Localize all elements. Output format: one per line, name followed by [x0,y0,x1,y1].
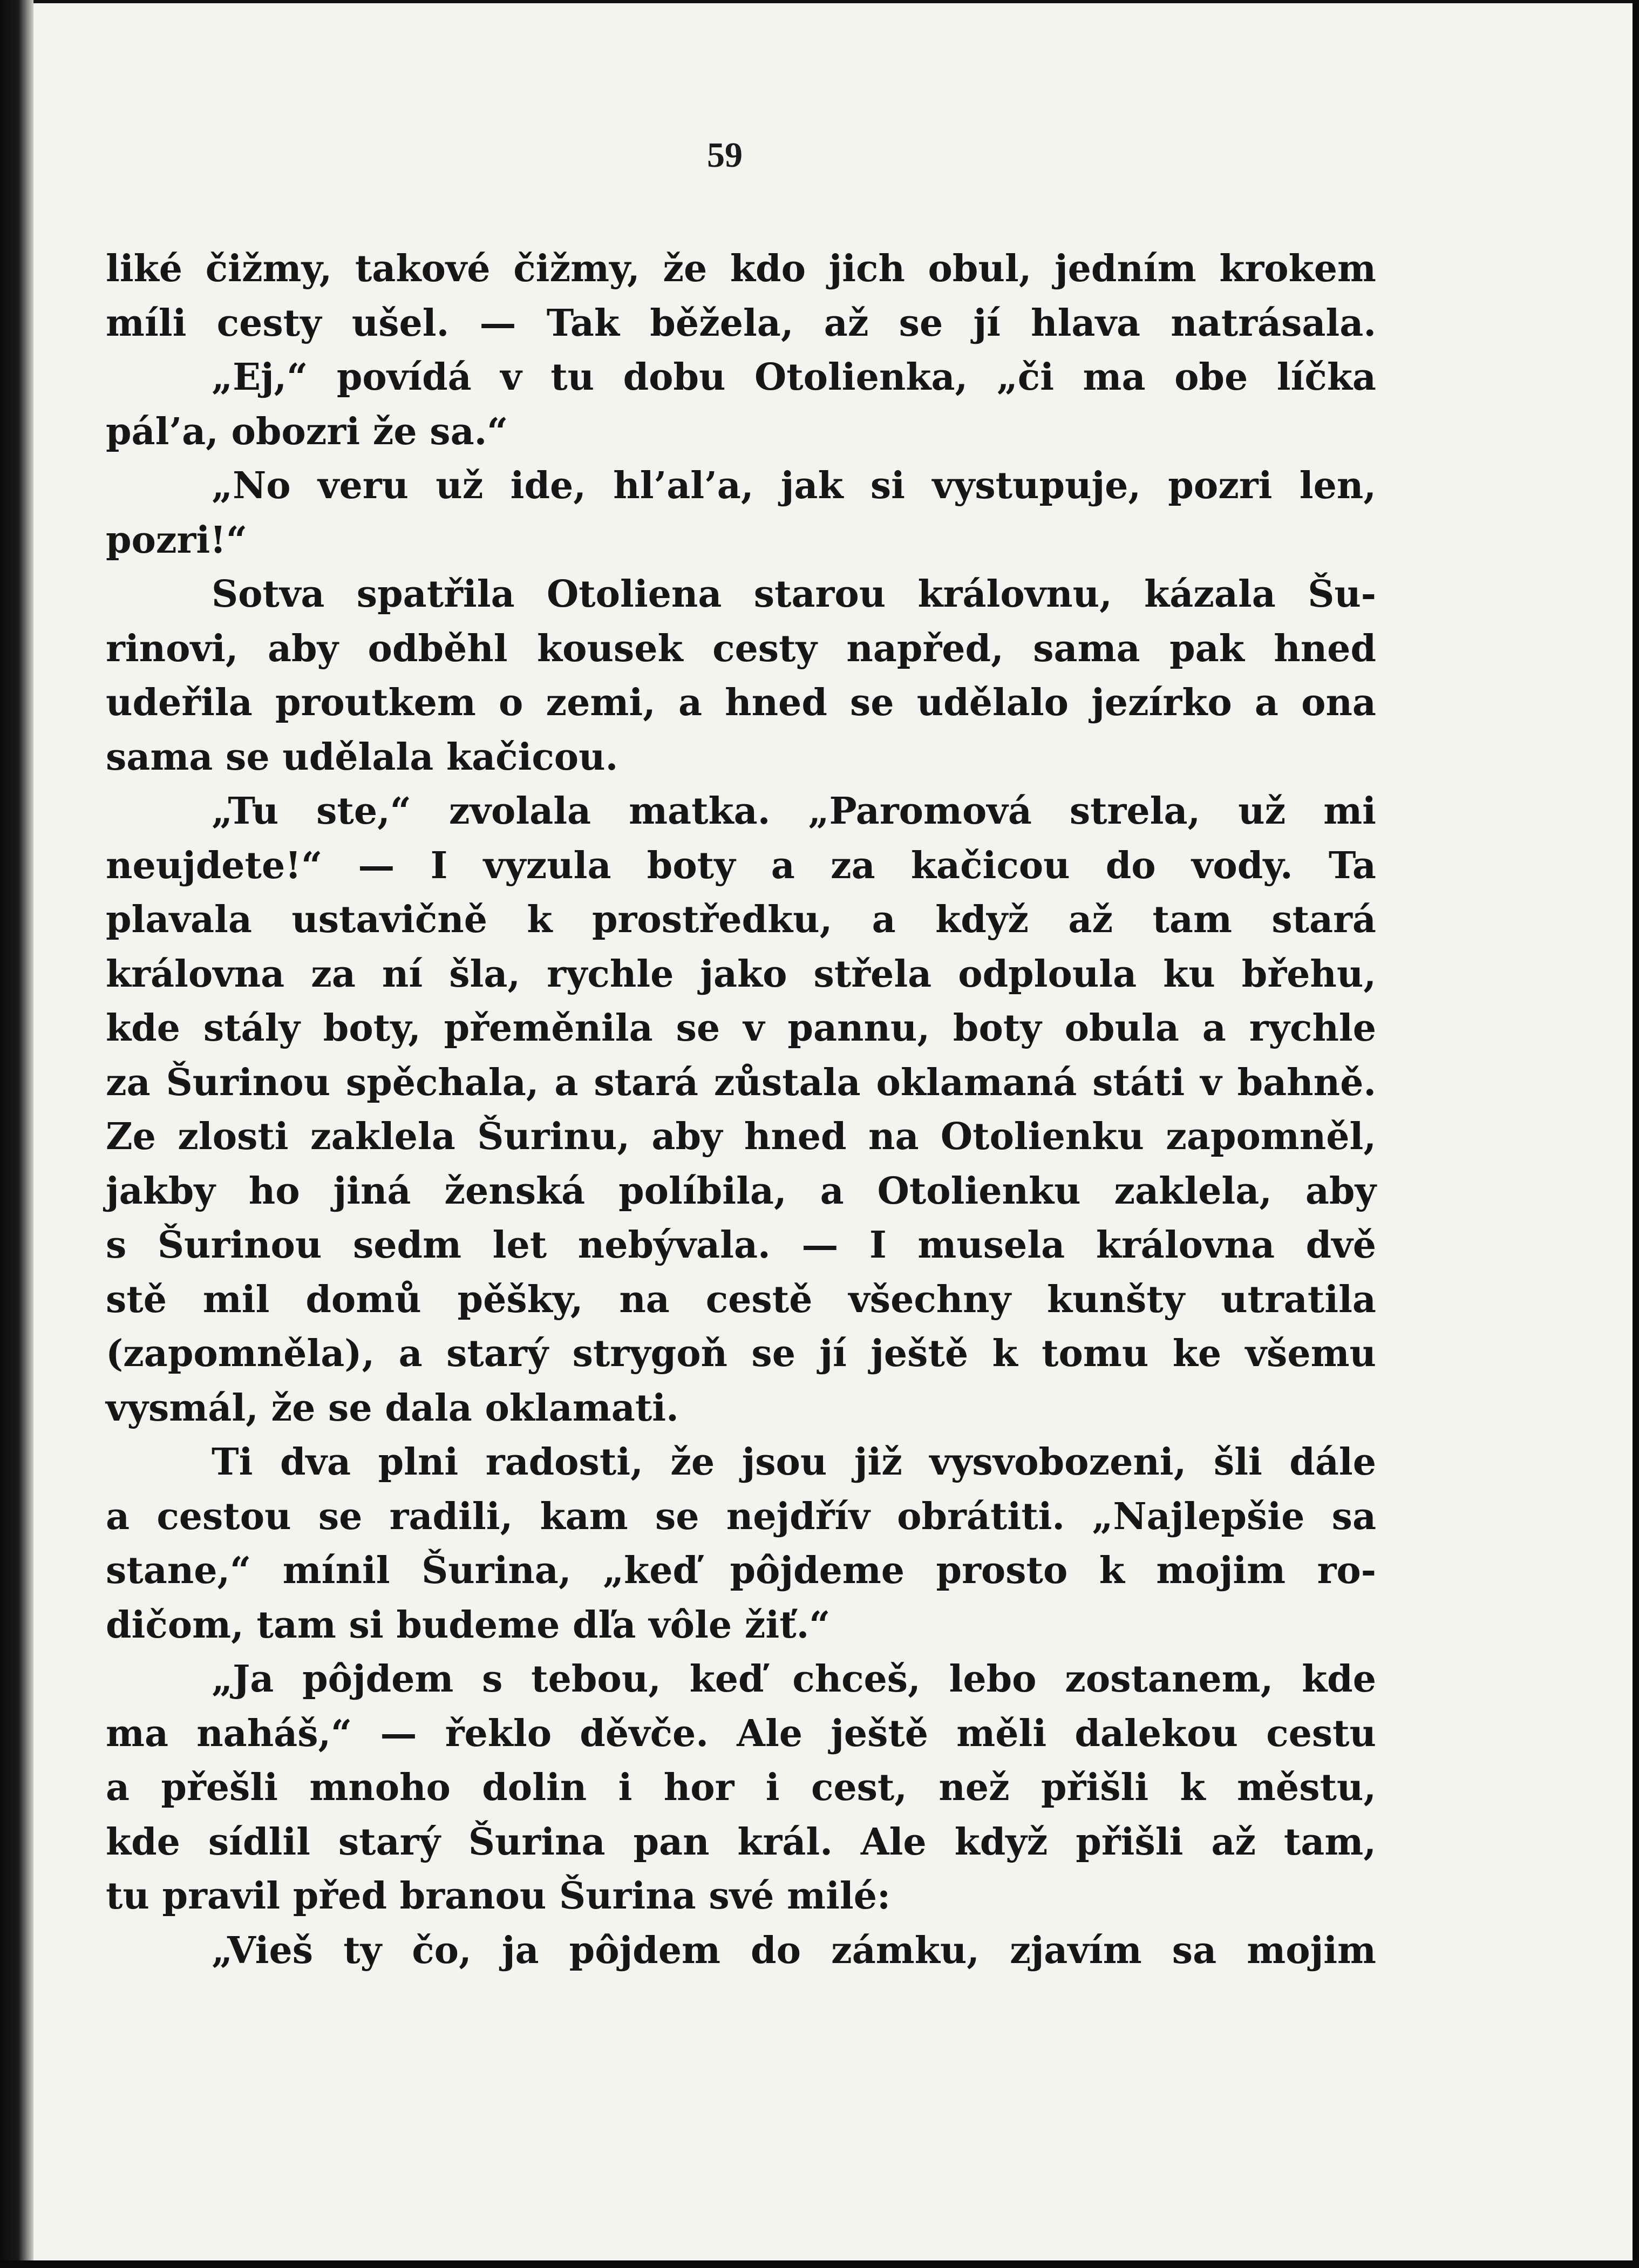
text-line: tu pravil před branou Šurina své milé: [106,1875,891,1918]
text-line: „Vieš ty čo, ja pôjdem do zámku, zjavím sa mojim [212,1929,1376,1972]
scan-right-edge [1633,0,1639,2268]
text-line: neujdete!“ — I vyzula boty a za kačicou do vody. Ta [106,844,1376,887]
text-line: „Ja pôjdem s tebou, keď chceš, lebo zostanem, kde [212,1658,1376,1701]
text-line: pozri!“ [106,518,248,562]
book-spine-shadow [0,0,33,2268]
text-line: s Šurinou sedm let nebývala. — I musela královna dvě [106,1224,1376,1267]
text-line: míli cesty ušel. — Tak běžela, až se jí hlava natrásala. [106,301,1376,345]
text-line: Ze zlosti zaklela Šurinu, aby hned na Otolienku zapomněl, [106,1115,1376,1158]
scan-bottom-edge [0,2260,1639,2268]
text-line: (zapomněla), a starý strygoň se jí ještě k tomu ke všemu [106,1332,1376,1375]
text-line: rinovi, aby odběhl kousek cesty napřed, sama pak hned [106,627,1376,670]
text-line: Sotva spatřila Otoliena starou královnu, kázala Šu- [212,573,1376,616]
text-line: kde stály boty, přeměnila se v pannu, boty obula a rychle [106,1007,1376,1050]
text-line: královna za ní šla, rychle jako střela odploula ku břehu, [106,952,1376,996]
text-line: liké čižmy, takové čižmy, že kdo jich obul, jedním krokem [106,247,1376,290]
text-line: a přešli mnoho dolin i hor i cest, než přišli k městu, [106,1766,1376,1809]
text-line: vysmál, že se dala oklamati. [106,1386,679,1430]
text-line: pál’a, obozri že sa.“ [106,410,508,453]
text-line: Ti dva plni radosti, že jsou již vysvobozeni, šli dále [212,1441,1376,1484]
text-line: ma naháš,“ — řeklo děvče. Ale ještě měli dalekou cestu [106,1712,1376,1755]
text-line: kde sídlil starý Šurina pan král. Ale když přišli až tam, [106,1820,1376,1864]
body-text [106,242,1376,1978]
text-line: stane,“ mínil Šurina, „keď pôjdeme prosto k mojim ro- [106,1549,1376,1592]
text-line: dičom, tam si budeme dľa vôle žiť.“ [106,1603,831,1647]
text-line: „Tu ste,“ zvolala matka. „Paromová strela, už mi [212,790,1376,833]
scan-top-edge [0,0,1639,3]
text-line: stě mil domů pěšky, na cestě všechny kunšty utratila [106,1278,1376,1321]
text-line: plavala ustavičně k prostředku, a když až tam stará [106,898,1376,941]
text-line: za Šurinou spěchala, a stará zůstala oklamaná státi v bahně. [106,1061,1376,1104]
page-number: 59 [707,135,743,175]
text-line: a cestou se radili, kam se nejdřív obrátiti. „Najlepšie sa [106,1495,1376,1538]
text-line: „Ej,“ povídá v tu dobu Otolienka, „či ma obe líčka [212,356,1376,399]
text-line: sama se udělala kačicou. [106,735,618,779]
text-line: jakby ho jiná ženská políbila, a Otolienku zaklela, aby [106,1169,1376,1213]
text-line: udeřila proutkem o zemi, a hned se udělalo jezírko a ona [106,681,1376,724]
text-line: „No veru už ide, hl’al’a, jak si vystupuje, pozri len, [212,464,1376,507]
